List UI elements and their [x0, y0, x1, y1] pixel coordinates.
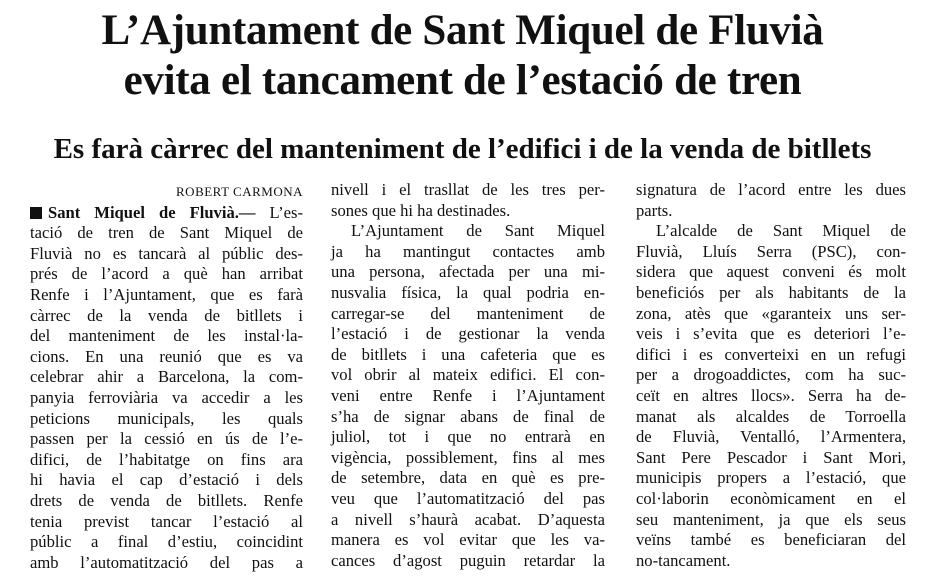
column-line: Fluvià no es tancarà al públic des-: [30, 243, 303, 263]
column-line: peticions municipals, les quals: [30, 408, 303, 428]
column-line: veis i s’evita que es deteriori l’e-: [636, 324, 906, 344]
subheadline: Es farà càrrec del manteniment de l’edifici i de la venda de bitllets: [53, 133, 872, 165]
column-line: zona, atès que «garanteix uns ser-: [636, 303, 906, 323]
column-line: de Fluvià, Ventalló, l’Armentera,: [636, 427, 906, 447]
column-line: panyia ferroviària va accedir a les: [30, 387, 303, 407]
column-line: prés de l’acord a què han arribat: [30, 264, 303, 284]
column-line: parts.: [636, 200, 673, 220]
column-line: signatura de l’acord entre les dues: [636, 180, 906, 199]
headline: [0, 6, 925, 106]
column-line: manat als alcaldes de Torroella: [636, 406, 906, 426]
column-line: de setembre, data en què es pre-: [331, 468, 605, 488]
column-line: càrrec de la venda de bitllets i: [30, 305, 303, 325]
column-line: nivell i el trasllat de les tres per-: [331, 180, 605, 199]
byline: ROBERT CARMONA: [176, 184, 303, 199]
column-line: tació de tren de Sant Miquel de: [30, 223, 303, 243]
column-line: juliol, tot i que no entrarà en: [331, 427, 605, 447]
column-line: ceït en altres llocs». Serra ha de-: [636, 385, 906, 405]
column-line: cions. En una reunió que es va: [30, 346, 303, 366]
article-column-3: [636, 180, 906, 571]
column-line: del manteniment de les instal·la-: [30, 326, 303, 346]
column-line: sidera que aquest conveni és molt: [636, 262, 906, 282]
column-line: difici i es converteixi en un refugi: [636, 344, 906, 364]
dateline: Sant Miquel de Fluvià.—: [48, 202, 256, 222]
column-line: L’Ajuntament de Sant Miquel: [351, 221, 605, 241]
column-line: beneficiós per als habitants de la: [636, 282, 906, 302]
column-line: difici, de l’habitatge on fins ara: [30, 449, 303, 469]
column-line: s’ha de signar abans de final de: [331, 406, 605, 426]
article-column-2: [331, 180, 605, 571]
column-line: nusvalia física, la qual podria en-: [331, 282, 605, 302]
column-line: sones que hi ha destinades.: [331, 200, 511, 220]
column-line: a nivell s’haurà acabat. D’aquesta: [331, 509, 605, 529]
column-line: celebrar ahir a Barcelona, la com-: [30, 367, 303, 387]
column-line: de bitllets i una cafeteria que es: [331, 344, 605, 364]
column-line: veïns també es beneficiaran del: [636, 530, 906, 550]
column-line: L’alcalde de Sant Miquel de: [656, 221, 906, 241]
column-line-text: L’es-: [269, 202, 303, 222]
article-column-1: [30, 182, 303, 573]
column-line: passen per la cessió en ús de l’e-: [30, 429, 303, 449]
column-line: una persona, afectada per una mi-: [331, 262, 605, 282]
column-line: vol obrir al mateix edifici. El con-: [331, 365, 605, 385]
lead-square-icon: [30, 207, 42, 219]
column-line: ja ha mantingut contactes amb: [331, 241, 605, 261]
column-line: manera es vol evitar que les va-: [331, 530, 605, 550]
column-line: públic a final d’estiu, coincidint: [30, 532, 303, 552]
column-line: seu manteniment, ja que els seus: [636, 509, 906, 529]
column-line: tenia previst tancar l’estació al: [30, 511, 303, 531]
column-line: Sant Pere Pescador i Sant Mori,: [636, 447, 906, 467]
column-line: per a drogoaddictes, com ha suc-: [636, 365, 906, 385]
column-line: veu que l’automatització del pas: [331, 488, 605, 508]
headline-line-2: evita el tancament de l’estació de tren: [123, 57, 802, 104]
column-line: drets de venda de bitllets. Renfe: [30, 490, 303, 510]
column-line: amb l’automatització del pas a: [30, 552, 303, 572]
column-line: l’estació i de gestionar la venda: [331, 324, 605, 344]
column-line: carregar-se del manteniment de: [331, 303, 605, 323]
column-line: Renfe i l’Ajuntament, que es farà: [30, 284, 303, 304]
column-line: cances d’agost puguin retardar la: [331, 550, 605, 570]
column-line: no-tancament.: [636, 550, 731, 570]
column-line: Fluvià, Lluís Serra (PSC), con-: [636, 241, 906, 261]
column-line: vigència, possiblement, fins al mes: [331, 447, 605, 467]
column-line: col·laborin econòmicament en el: [636, 488, 906, 508]
column-line: hi havia el cap d’estació i dels: [30, 470, 303, 490]
column-line: veni entre Renfe i l’Ajuntament: [331, 385, 605, 405]
column-line: municipis propers a l’estació, que: [636, 468, 906, 488]
column-line: [30, 203, 303, 224]
headline-line-1: L’Ajuntament de Sant Miquel de Fluvià: [101, 7, 824, 54]
